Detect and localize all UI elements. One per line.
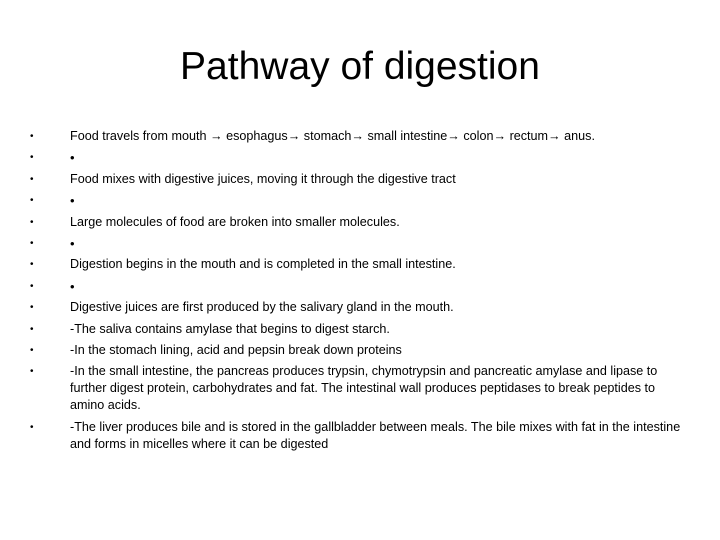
- bullet-icon: •: [30, 195, 34, 207]
- bullet-text: Digestion begins in the mouth and is completed in the small intestine.: [70, 257, 456, 272]
- bullet-icon: •: [30, 259, 34, 271]
- bullet-text: •: [70, 193, 75, 209]
- bullet-text: Digestive juices are first produced by the salivary gland in the mouth.: [70, 300, 454, 315]
- list-item: [30, 299, 690, 316]
- bullet-text: -In the stomach lining, acid and pepsin break down proteins: [70, 342, 402, 357]
- list-item: [30, 363, 690, 414]
- bullet-text: •: [70, 278, 75, 294]
- bullet-icon: •: [30, 173, 34, 185]
- bullet-text: Food travels from mouth → esophagus→ stomach→ small intestine→ colon→ rectum→ anus.: [70, 129, 595, 143]
- bullet-list: [30, 128, 690, 457]
- bullet-icon: •: [30, 237, 34, 249]
- list-item: [30, 278, 690, 295]
- bullet-icon: •: [30, 421, 34, 433]
- bullet-icon: •: [30, 216, 34, 228]
- bullet-icon: •: [30, 302, 34, 314]
- list-item: [30, 342, 690, 359]
- bullet-text: •: [70, 235, 75, 251]
- list-item: [30, 321, 690, 338]
- bullet-text: -The saliva contains amylase that begins to digest starch.: [70, 321, 390, 336]
- list-item: [30, 149, 690, 166]
- bullet-icon: •: [30, 152, 34, 164]
- bullet-icon: •: [30, 280, 34, 292]
- bullet-icon: •: [30, 323, 34, 335]
- list-item: [30, 256, 690, 273]
- list-item: [30, 235, 690, 252]
- bullet-text: -In the small intestine, the pancreas produces trypsin, chymotrypsin and pancreatic amylase and lipase to further digest protein, carbohydrates and fat. The intestinal wall produces peptidases to break peptides to amino acids.: [70, 364, 658, 413]
- slide-title: Pathway of digestion: [180, 45, 540, 88]
- list-item: [30, 128, 690, 145]
- bullet-text: Large molecules of food are broken into smaller molecules.: [70, 214, 400, 229]
- bullet-text: •: [70, 150, 75, 166]
- list-item: [30, 171, 690, 188]
- bullet-icon: •: [30, 131, 34, 142]
- bullet-icon: •: [30, 366, 34, 378]
- bullet-text: -The liver produces bile and is stored in the gallbladder between meals. The bile mixes with fat in the intestine and forms in micelles where it can be digested: [70, 419, 681, 451]
- bullet-icon: •: [30, 344, 34, 356]
- list-item: [30, 214, 690, 231]
- list-item: [30, 419, 690, 453]
- list-item: [30, 192, 690, 209]
- bullet-text: Food mixes with digestive juices, moving it through the digestive tract: [70, 171, 456, 186]
